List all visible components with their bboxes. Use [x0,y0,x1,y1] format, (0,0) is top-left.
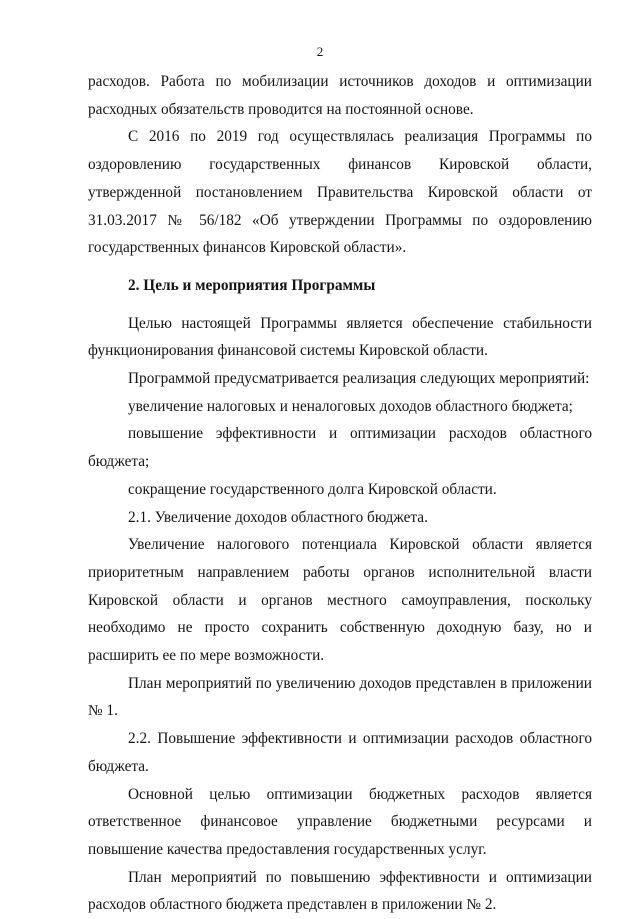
paragraph-plan-appendix-2: План мероприятий по повышению эффективности и оптимизации расходов областного бюджета представлен в приложении № 2. [88,868,592,914]
document-body [88,68,592,919]
subsection-heading-2-1: 2.1. Увеличение доходов областного бюджета. [128,508,428,526]
paragraph-measures-intro: Программой предусматривается реализация следующих мероприятий: [128,370,590,388]
paragraph-program-goal: Целью настоящей Программы является обеспечение стабильности функционирования финансовой системы Кировской области. [88,314,592,360]
paragraph-continuation: расходов. Работа по мобилизации источников доходов и оптимизации расходных обязательств проводится на постоянной основе. [88,73,592,118]
paragraph-plan-appendix-1: План мероприятий по увеличению доходов представлен в приложении № 1. [88,674,592,720]
paragraph-optimization-goal: Основной целью оптимизации бюджетных расходов является ответственное финансовое управление бюджетными ресурсами и повышение качества предоставления государственных услуг. [88,785,592,858]
paragraph-program-history: С 2016 по 2019 год осуществлялась реализация Программы по оздоровлению государственных финансов Кировской области, утвержденной постановлением Правительства Кировской области от 31.03.2017 № 56/182 «Об утверждении Программы по оздоровлению государственных финансов Кировской области». [88,128,592,257]
page-number: 2 [316,44,324,59]
list-item-debt: сокращение государственного долга Кировской области. [128,480,497,498]
section-heading: 2. Цель и мероприятия Программы [128,276,376,294]
subsection-heading-2-2: 2.2. Повышение эффективности и оптимизации расходов областного бюджета. [88,730,592,775]
list-item-income: увеличение налоговых и неналоговых доходов областного бюджета; [128,397,573,415]
paragraph-tax-potential: Увеличение налогового потенциала Кировской области является приоритетным направлением работы органов исполнительной власти Кировской области и органов местного самоуправления, поскольку необходимо не просто сохранить собственную доходную базу, но и расширить ее по мере возможности. [88,536,592,665]
list-item-expenses: повышение эффективности и оптимизации расходов областного бюджета; [88,425,592,471]
